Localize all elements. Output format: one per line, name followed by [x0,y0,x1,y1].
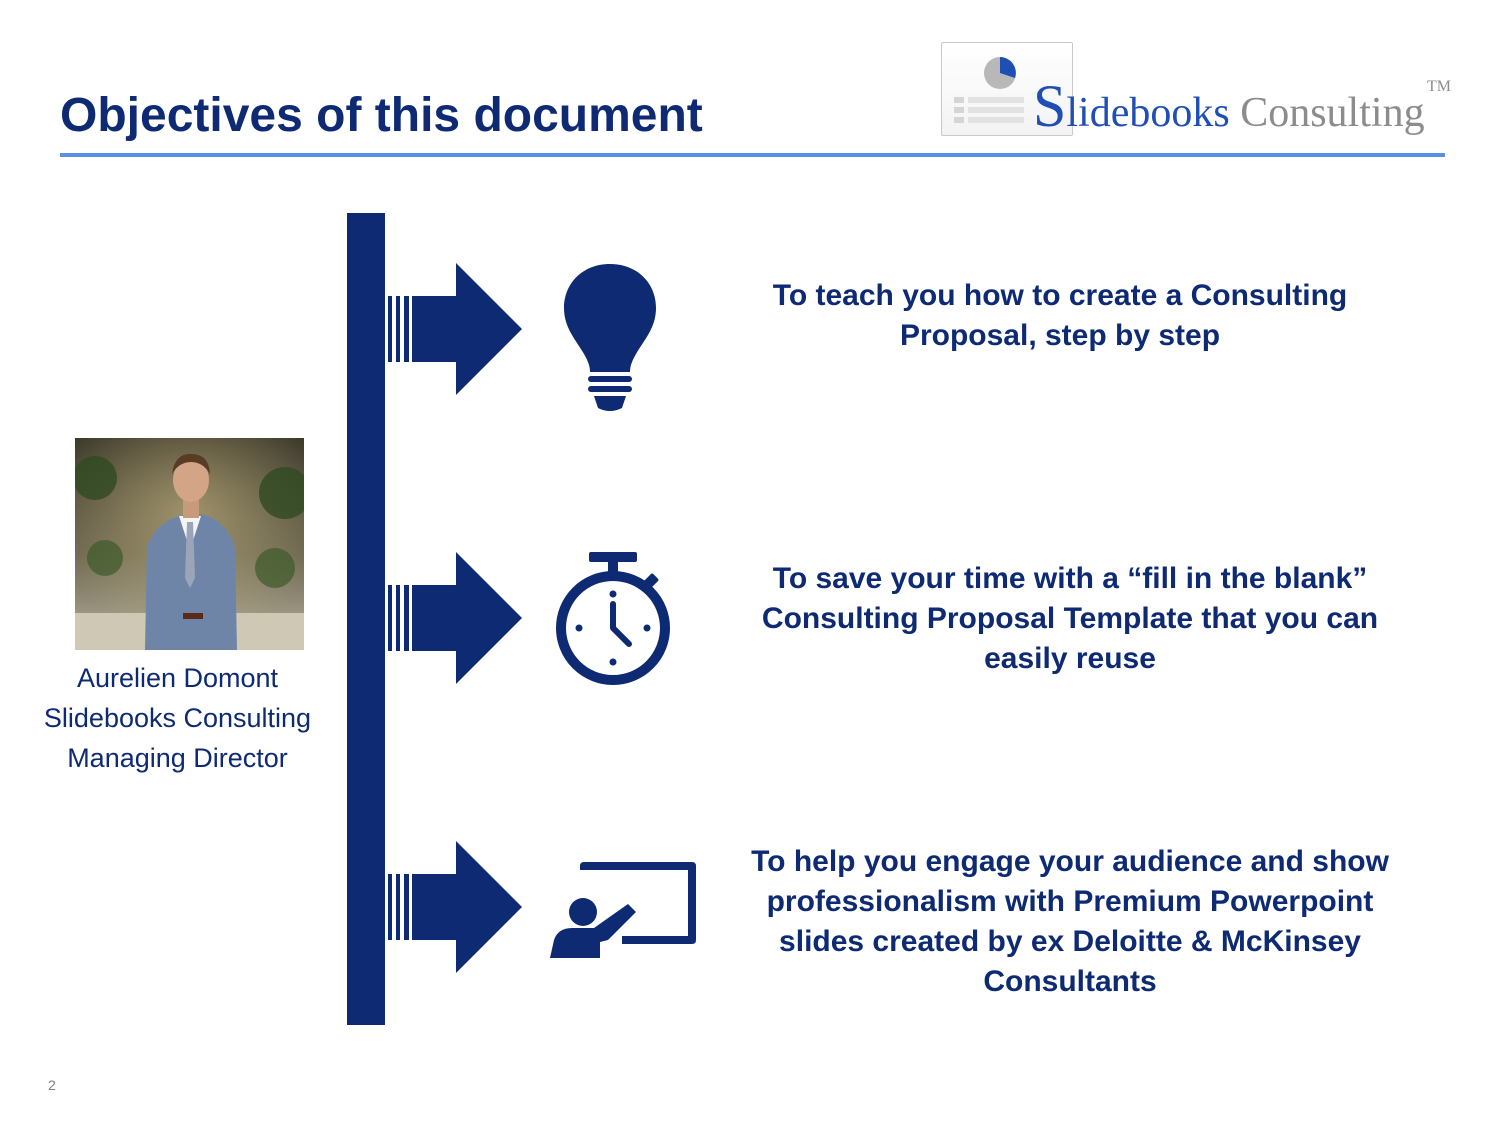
page-title: Objectives of this document [60,89,703,142]
objective-text-2: To save your time with a “fill in the blank” Consulting Proposal Template that you can easily reuse [761,562,1379,675]
page-number: 2 [48,1077,56,1093]
logo-brand-first: lidebooks [1066,90,1230,136]
objective-text-3: To help you engage your audience and show professionalism with Premium Powerpoint slides created by ex Deloitte & McKinsey Consultants [751,845,1389,998]
presenter-board-icon [550,860,700,960]
presenter-role: Managing Director [67,743,288,773]
vertical-connector-bar [347,213,385,1025]
logo-wordmark [1033,72,1425,141]
arrow-icon [388,841,524,973]
arrow-icon [388,552,524,684]
slidebooks-logo [941,42,1461,138]
title-divider [60,153,1445,157]
presenter-name: Aurelien Domont [76,663,279,693]
logo-letter: S [1033,73,1067,139]
lightbulb-icon [560,262,660,414]
presenter-photo [75,438,304,650]
presenter-company: Slidebooks Consulting [43,703,312,733]
presenter-caption [20,658,335,778]
logo-brand-second: Consulting [1240,90,1425,136]
logo-trademark: TM [1427,78,1451,95]
objective-text-1: To teach you how to create a Consulting Proposal, step by step [772,279,1348,352]
arrow-icon [388,263,524,395]
stopwatch-icon [553,550,677,688]
